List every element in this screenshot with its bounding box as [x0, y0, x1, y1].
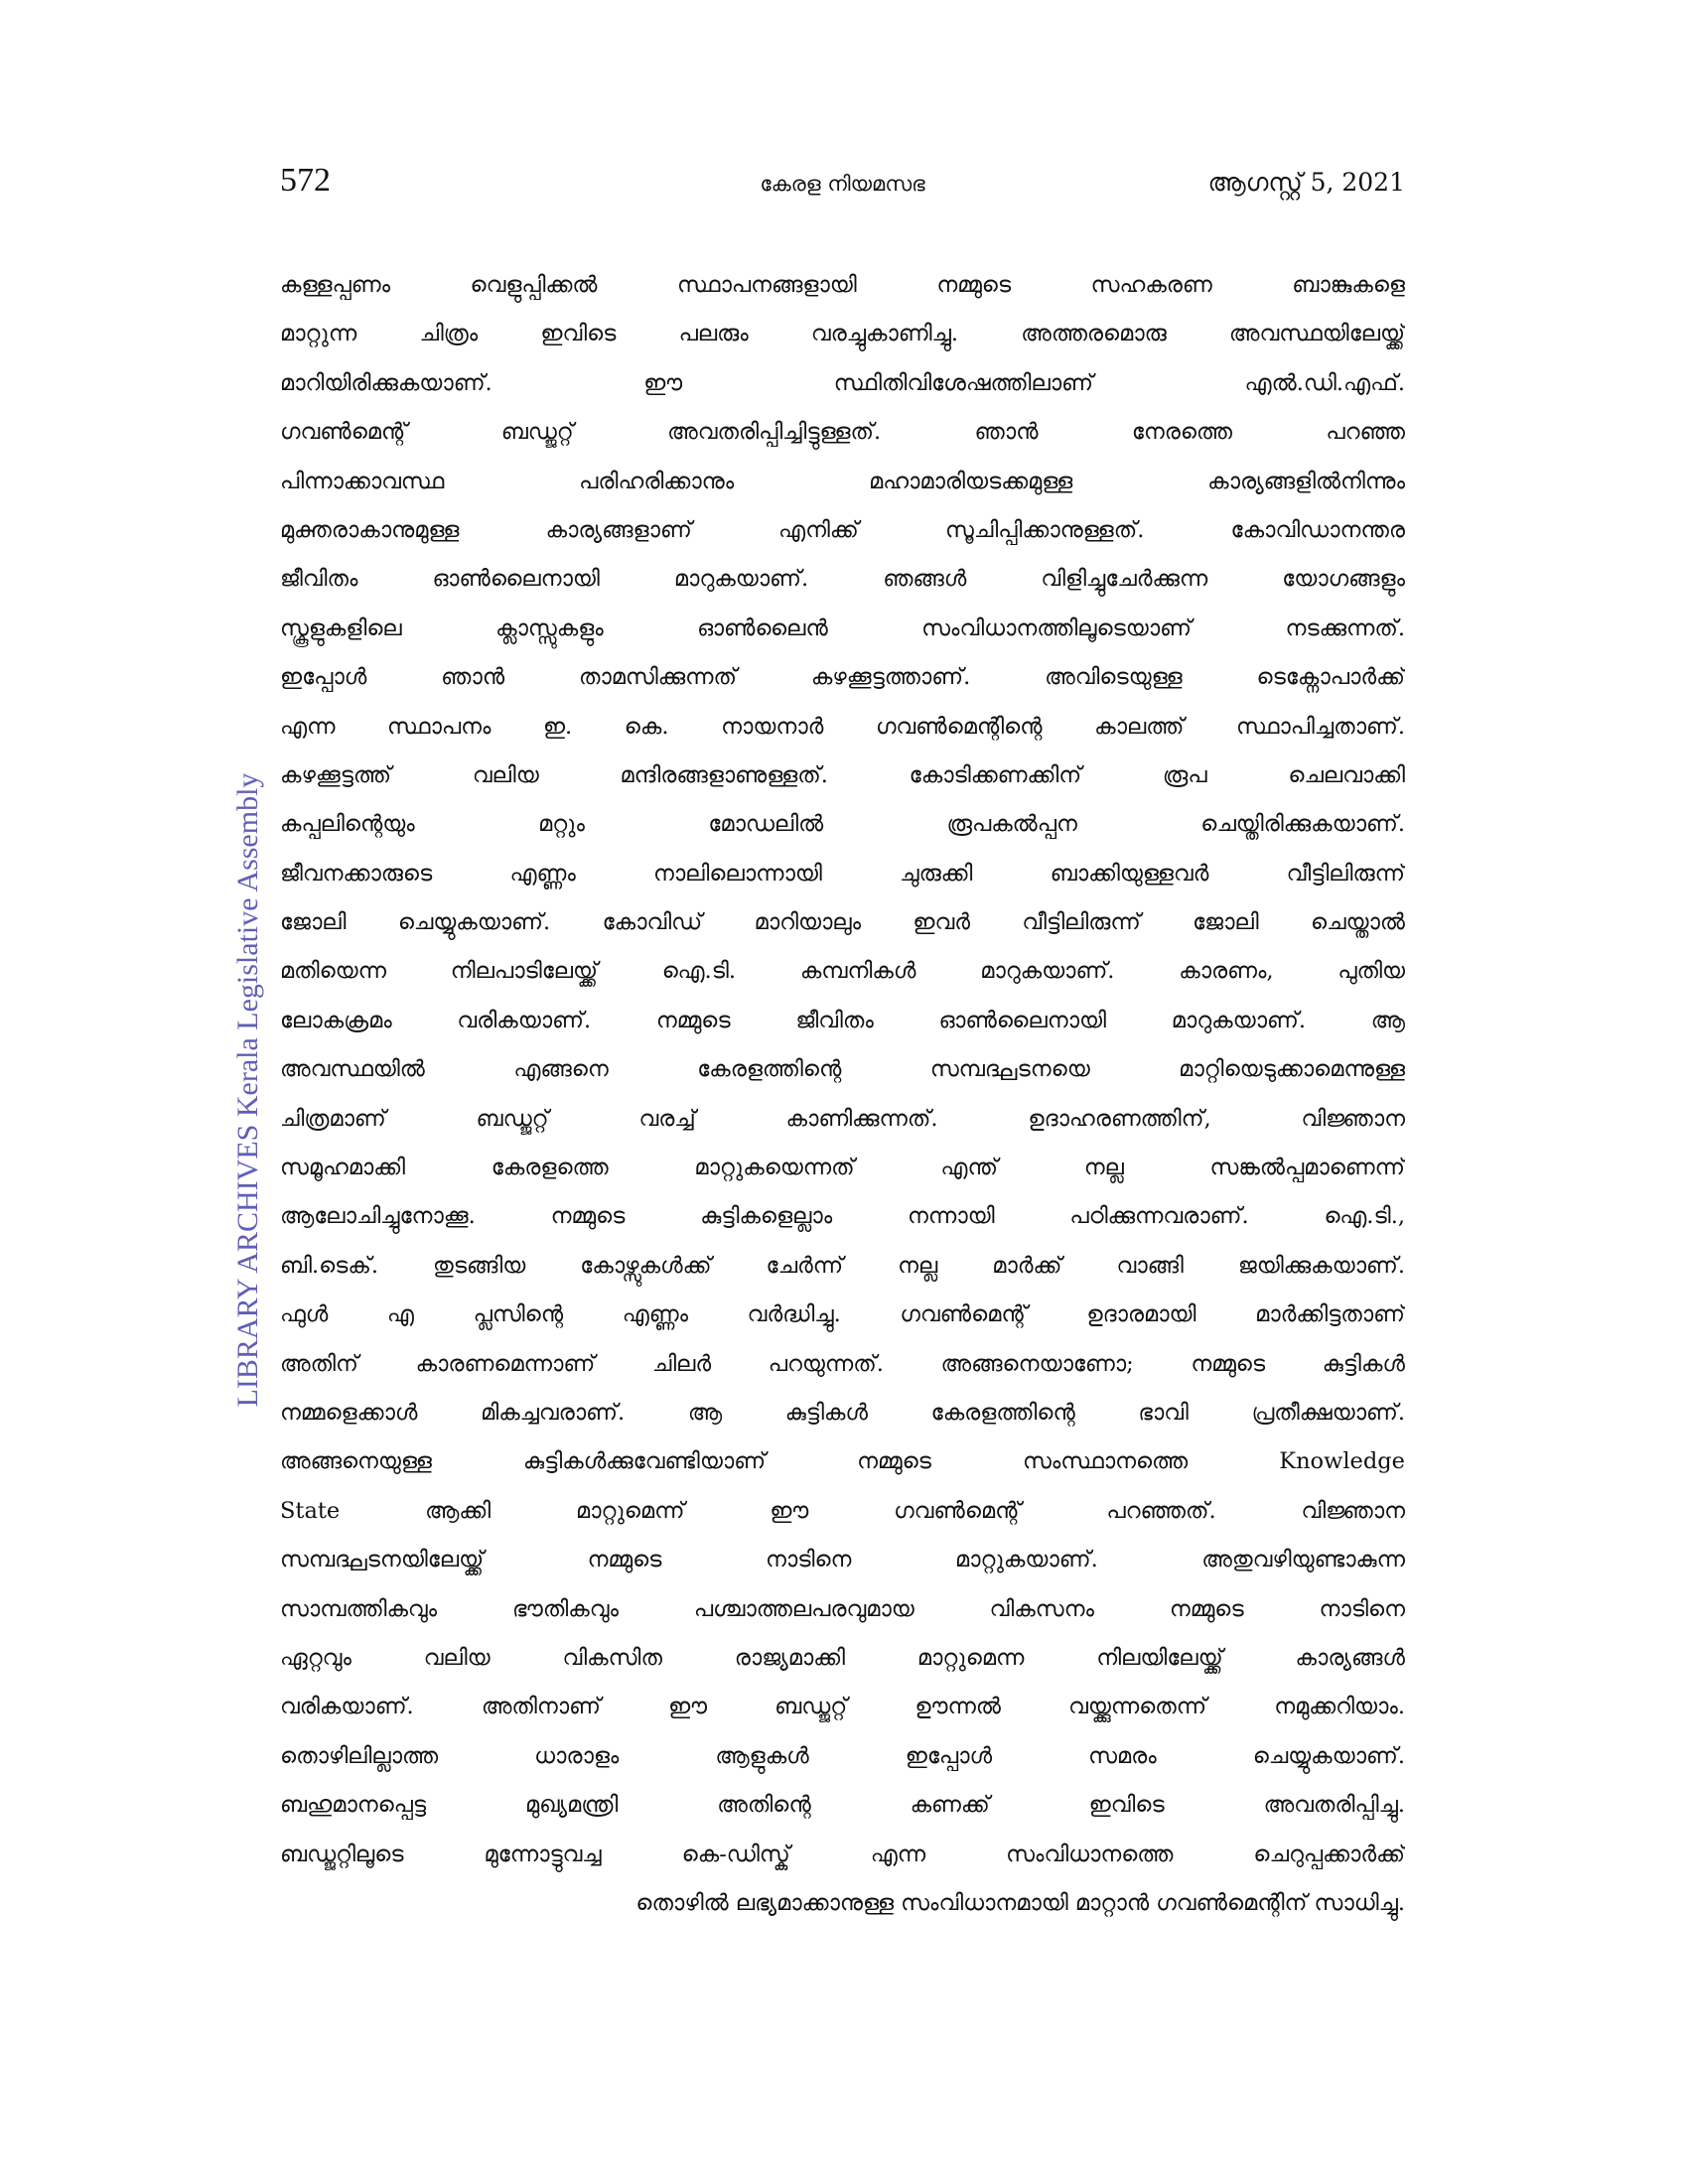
text-line: ഇപ്പോൾ ഞാൻ താമസിക്കുന്നത് കഴക്കൂട്ടത്താണ്. അവിടെയുള്ള ടെക്നോപാർക്ക്	[280, 664, 1405, 691]
text-line: ബി.ടെക്. തുടങ്ങിയ കോഴ്സുകൾക്ക് ചേർന്ന് നല്ല മാർക്ക് വാങ്ങി ജയിക്കുകയാണ്.	[280, 1252, 1405, 1279]
text-line: ഏറ്റവും വലിയ വികസിത രാജ്യമാക്കി മാറ്റുമെന്ന നിലയിലേയ്ക്ക് കാര്യങ്ങൾ	[280, 1644, 1405, 1671]
text-line: പിന്നാക്കാവസ്ഥ പരിഹരിക്കാനും മഹാമാരിയടക്കമുള്ള കാര്യങ്ങളിൽനിന്നും	[280, 468, 1405, 494]
text-line: ജോലി ചെയ്യുകയാണ്. കോവിഡ് മാറിയാലും ഇവർ വീട്ടിലിരുന്ന് ജോലി ചെയ്താൽ	[280, 909, 1405, 936]
text-line: കള്ളപ്പണം വെളുപ്പിക്കൽ സ്ഥാപനങ്ങളായി നമ്മുടെ സഹകരണ ബാങ്കുകളെ	[280, 272, 1405, 298]
watermark-text: LIBRARY ARCHIVES Kerala Legislative Assembly	[231, 772, 264, 1408]
text-line: മാറിയിരിക്കുകയാണ്. ഈ സ്ഥിതിവിശേഷത്തിലാണ് എൽ.ഡി.എഫ്.	[280, 369, 1405, 396]
text-line: വരികയാണ്. അതിനാണ് ഈ ബഡ്ജറ്റ് ഊന്നൽ വയ്ക്കുന്നതെന്ന് നമുക്കറിയാം.	[280, 1694, 1405, 1720]
body-text	[280, 261, 1405, 1928]
text-line: സമ്പദ്ഘടനയിലേയ്ക്ക് നമ്മുടെ നാടിനെ മാറ്റുകയാണ്. അതുവഴിയുണ്ടാകുന്ന	[280, 1547, 1405, 1573]
text-line: മാറ്റുന്ന ചിത്രം ഇവിടെ പലരും വരച്ചുകാണിച്ചു. അത്തരമൊരു അവസ്ഥയിലേയ്ക്ക്	[280, 321, 1405, 347]
text-line: അങ്ങനെയുള്ള കുട്ടികൾക്കുവേണ്ടിയാണ് നമ്മുടെ സംസ്ഥാനത്തെ Knowledge	[280, 1448, 1405, 1475]
text-line: സ്കൂളുകളിലെ ക്ലാസ്സുകളും ഓൺലൈൻ സംവിധാനത്തിലൂടെയാണ് നടക്കുന്നത്.	[280, 614, 1405, 641]
text-line: കപ്പലിന്റെയും മറ്റും മോഡലിൽ രൂപകൽപ്പന ചെയ്തിരിക്കുകയാണ്.	[280, 811, 1405, 838]
page-number: 572	[280, 162, 331, 199]
text-line: മതിയെന്ന നിലപാടിലേയ്ക്ക് ഐ.ടി. കമ്പനികൾ മാറുകയാണ്. കാരണം, പുതിയ	[280, 958, 1405, 985]
text-line: മുക്തരാകാനുമുള്ള കാര്യങ്ങളാണ് എനിക്ക് സൂചിപ്പിക്കാനുള്ളത്. കോവിഡാനന്തര	[280, 516, 1405, 543]
text-line: നമ്മളെക്കാൾ മികച്ചവരാണ്. ആ കുട്ടികൾ കേരളത്തിന്റെ ഭാവി പ്രതീക്ഷയാണ്.	[280, 1399, 1405, 1426]
text-line: ഗവൺമെന്റ് ബഡ്ജറ്റ് അവതരിപ്പിച്ചിട്ടുള്ളത്. ഞാൻ നേരത്തെ പറഞ്ഞ	[280, 419, 1405, 446]
text-line: എന്ന സ്ഥാപനം ഇ. കെ. നായനാർ ഗവൺമെന്റിന്റെ കാലത്ത് സ്ഥാപിച്ചതാണ്.	[280, 713, 1405, 740]
text-line: ലോകക്രമം വരികയാണ്. നമ്മുടെ ജീവിതം ഓൺലൈനായി മാറുകയാണ്. ആ	[280, 1007, 1405, 1033]
running-title: കേരള നിയമസഭ	[760, 172, 925, 196]
text-line: ആലോചിച്ചുനോക്കൂ. നമ്മുടെ കുട്ടികളെല്ലാം നന്നായി പഠിക്കുന്നവരാണ്. ഐ.ടി.,	[280, 1203, 1405, 1230]
text-line: ഫുൾ എ പ്ലസിന്റെ എണ്ണം വർദ്ധിച്ചു. ഗവൺമെന്റ് ഉദാരമായി മാർക്കിട്ടതാണ്	[280, 1301, 1405, 1328]
page-header	[280, 162, 1405, 211]
header-date: ആഗസ്റ്റ് 5, 2021	[1207, 168, 1405, 197]
text-line: ബഹുമാനപ്പെട്ട മുഖ്യമന്ത്രി അതിന്റെ കണക്ക് ഇവിടെ അവതരിപ്പിച്ചു.	[280, 1792, 1405, 1819]
text-line: അവസ്ഥയിൽ എങ്ങനെ കേരളത്തിന്റെ സമ്പദ്ഘടനയെ മാറ്റിയെടുക്കാമെന്നുള്ള	[280, 1056, 1405, 1083]
text-line: സമൂഹമാക്കി കേരളത്തെ മാറ്റുകയെന്നത് എന്ത് നല്ല സങ്കൽപ്പമാണെന്ന്	[280, 1155, 1405, 1181]
text-line: ജീവിതം ഓൺലൈനായി മാറുകയാണ്. ഞങ്ങൾ വിളിച്ചുചേർക്കുന്ന യോഗങ്ങളും	[280, 566, 1405, 593]
text-line: കഴക്കൂട്ടത്ത് വലിയ മന്ദിരങ്ങളാണുള്ളത്. കോടിക്കണക്കിന് രൂപ ചെലവാക്കി	[280, 761, 1405, 788]
text-line: സാമ്പത്തികവും ഭൗതികവും പശ്ചാത്തലപരവുമായ വികസനം നമ്മുടെ നാടിനെ	[280, 1595, 1405, 1622]
text-line: State ആക്കി മാറ്റുമെന്ന് ഈ ഗവൺമെന്റ് പറഞ്ഞത്. വിജ്ഞാന	[280, 1497, 1405, 1524]
text-line: ജീവനക്കാരുടെ എണ്ണം നാലിലൊന്നായി ചുരുക്കി ബാക്കിയുള്ളവർ വീട്ടിലിരുന്ന്	[280, 860, 1405, 887]
text-line: അതിന് കാരണമെന്നാണ് ചിലർ പറയുന്നത്. അങ്ങനെയാണോ; നമ്മുടെ കുട്ടികൾ	[280, 1350, 1405, 1377]
text-line: തൊഴിലില്ലാത്ത ധാരാളം ആളുകൾ ഇപ്പോൾ സമരം ചെയ്യുകയാണ്.	[280, 1742, 1405, 1769]
text-line: തൊഴിൽ ലഭ്യമാക്കാനുള്ള സംവിധാനമായി മാറ്റാൻ ഗവൺമെന്റിന് സാധിച്ചു.	[635, 1889, 1405, 1916]
text-line: ബഡ്ജറ്റിലൂടെ മുന്നോട്ടുവച്ച കെ-ഡിസ്ക് എന്ന സംവിധാനത്തെ ചെറുപ്പക്കാർക്ക്	[280, 1841, 1405, 1867]
text-line: ചിത്രമാണ് ബഡ്ജറ്റ് വരച്ച് കാണിക്കുന്നത്. ഉദാഹരണത്തിന്, വിജ്ഞാന	[280, 1105, 1405, 1132]
